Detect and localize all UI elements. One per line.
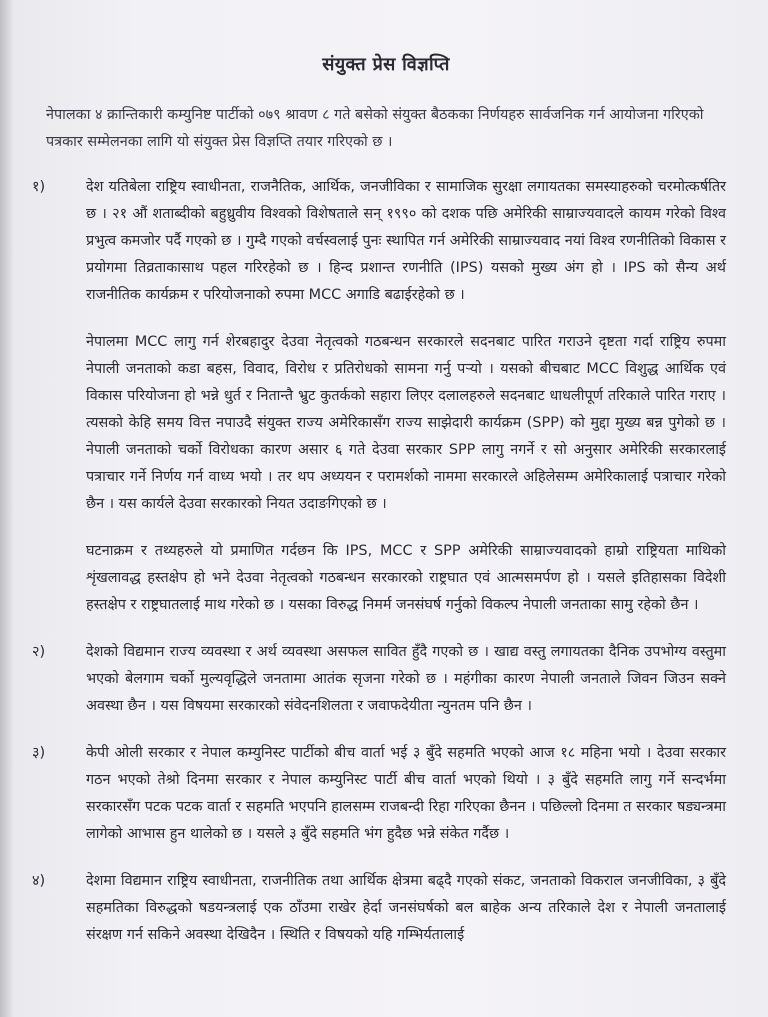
- item-paragraph: देशको विद्यमान राज्य व्यवस्था र अर्थ व्यवस्था असफल सावित हुँदै गएको छ । खाद्य वस्तु लगायतका दैनिक उपभोग्य वस्तुमा भएको बेलगाम चर्को मुल्यवृद्धिले जनतामा आतंक सृजना गरेको छ । महंगीका कारण नेपाली जनताले जिवन जिउन सक्ने अवस्था छैन । यस विषयमा सरकारको संवेदनशिलता र जवाफदेयीता न्युनतम पनि छैन ।: [86, 644, 726, 714]
- item-number: २): [32, 644, 46, 660]
- intro-paragraph: नेपालका ४ क्रान्तिकारी कम्युनिष्ट पार्टीको ०७९ श्रावण ८ गते बसेको संयुक्त बैठकका निर्णयहरु सार्वजनिक गर्न आयोजना गरिएको पत्रकार सम्मेलनका लागि यो संयुक्त प्रेस विज्ञप्ति तयार गरिएको छ ।: [46, 107, 704, 150]
- item-paragraph: देश यतिबेला राष्ट्रिय स्वाधीनता, राजनैतिक, आर्थिक, जनजीविका र सामाजिक सुरक्षा लगायतका समस्याहरुको चरमोत्कर्षतिर छ । २१ औं शताब्दीको बहुध्रुवीय विश्वको विशेषताले सन् १९९० को दशक पछि अमेरिकी साम्राज्यवादले कायम गरेको विश्व प्रभुत्व कमजोर पर्दै गएको छ । गुम्दै गएको वर्चस्वलाई पुनः स्थापित गर्न अमेरिकी साम्राज्यवाद नयां विश्व रणनीतिको विकास र प्रयोगमा तिव्रताकासाथ पहल गरिरहेको छ । हिन्द प्रशान्त रणनीति (IPS) यसको मुख्य अंग हो । IPS को सैन्य अर्थ राजनीतिक कार्यक्रम र परियोजनाको रुपमा MCC अगाडि बढाईरहेको छ ।: [86, 179, 726, 303]
- list-item: [32, 740, 726, 848]
- item-paragraph: नेपालमा MCC लागु गर्न शेरबहादुर देउवा नेतृत्वको गठबन्धन सरकारले सदनबाट पारित गराउने दृष्टता गर्दा राष्ट्रिय रुपमा नेपाली जनताको कडा बहस, विवाद, विरोध र प्रतिरोधको सामना गर्नु पर्‍यो । यसको बीचबाट MCC विशुद्ध आर्थिक एवं विकास परियोजना हो भन्ने धुर्त र नितान्तै भ्रुट कुतर्कको सहारा लिएर दलालहरुले सदनबाट धाधलीपूर्ण तरिकाले पारित गराए । त्यसको केहि समय वित्त नपाउदै संयुक्त राज्य अमेरिकासँग राज्य साझेदारी कार्यक्रम (SPP) को मुद्दा मुख्य बन्न पुगेको छ । नेपाली जनताको चर्को विरोधका कारण असार ६ गते देउवा सरकार SPP लागु नगर्ने र सो अनुसार अमेरिकी सरकारलाई पत्राचार गर्ने निर्णय गर्न वाध्य भयो । तर थप अध्ययन र परामर्शको नाममा सरकारले अहिलेसम्म अमेरिकालाई पत्राचार गरेको छैन । यस कार्यले देउवा सरकारको नियत उदाङगिएको छ ।: [86, 334, 726, 512]
- list-item: [32, 639, 726, 720]
- page-edge-shadow: [0, 0, 14, 1017]
- item-paragraph: केपी ओली सरकार र नेपाल कम्युनिस्ट पार्टीको बीच वार्ता भई ३ बुँदे सहमति भएको आज १८ महिना भयो । देउवा सरकार गठन भएको तेश्रो दिनमा सरकार र नेपाल कम्युनिस्ट पार्टी बीच वार्ता भएको थियो । ३ बुँदे सहमति लागु गर्ने सन्दर्भमा सरकारसँग पटक पटक वार्ता र सहमति भएपनि हालसम्म राजबन्दी रिहा गरिएका छैनन । पछिल्लो दिनमा त सरकार षड्यन्त्रमा लागेको आभास हुन थालेको छ । यसले ३ बुँदे सहमति भंग हुदैछ भन्ने संकेत गर्दैछ ।: [86, 745, 726, 842]
- document-title: संयुक्त प्रेस विज्ञप्ति: [322, 54, 450, 75]
- item-number: ४): [32, 873, 46, 889]
- item-number: १): [32, 179, 46, 195]
- item-paragraph: देशमा विद्यमान राष्ट्रिय स्वाधीनता, राजनीतिक तथा आर्थिक क्षेत्रमा बढ्दै गएको संकट, जनताको विकराल जनजीविका, ३ बुँदे सहमतिका विरुद्धको षडयन्त्रलाई एक ठाँउमा राखेर हेर्दा जनसंघर्षको बल बाहेक अन्य तरिकाले देश र नेपाली जनतालाई संरक्षण गर्न सकिने अवस्था देखिदैन । स्थिति र विषयको यहि गम्भिर्यतालाई: [86, 873, 726, 943]
- list-item: [32, 174, 726, 619]
- item-paragraph: घटनाक्रम र तथ्यहरुले यो प्रमाणित गर्दछन कि IPS, MCC र SPP अमेरिकी साम्राज्यवादको हाम्रो राष्ट्रियता माथिको शृंखलावद्ध हस्तक्षेप हो भने देउवा नेतृत्वको गठबन्धन सरकारको राष्ट्रघात एवं आत्मसमर्पण हो । यसले इतिहासका विदेशी हस्तक्षेप र राष्ट्रघातलाई माथ गरेको छ । यसका विरुद्ध निमर्म जनसंघर्ष गर्नुको विकल्प नेपाली जनताका सामु रहेको छैन ।: [86, 543, 726, 613]
- list-item: [32, 868, 726, 949]
- item-number: ३): [32, 745, 46, 761]
